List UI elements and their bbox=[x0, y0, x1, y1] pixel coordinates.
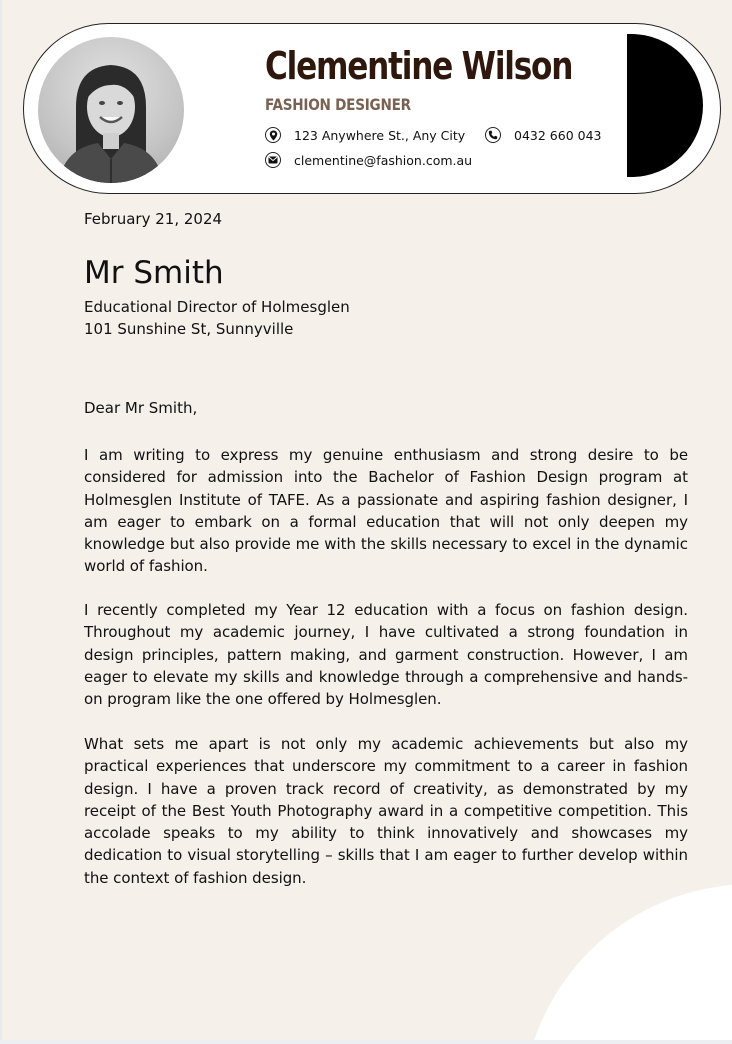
letter-paragraph: I recently completed my Year 12 education with a focus on fashion design. Throughout my academic journey, I have cultivated a strong foundation in design principles, pattern making, and garment construction. However, I am eager to elevate my skills and knowledge through a comprehensive and hands-on program like the one offered by Holmesglen. bbox=[84, 601, 688, 709]
letter-date: February 21, 2024 bbox=[84, 210, 223, 228]
contact-phone bbox=[485, 127, 601, 143]
candidate-name: Clementine Wilson bbox=[265, 44, 573, 88]
recipient-name: Mr Smith bbox=[84, 255, 224, 291]
address-text: 123 Anywhere St., Any City bbox=[294, 127, 466, 143]
recipient-address: 101 Sunshine St, Sunnyville bbox=[84, 320, 294, 338]
letter-paragraph: I am writing to express my genuine enthusiasm and strong desire to be considered for admission into the Bachelor of Fashion Design program at Holmesglen Institute of TAFE. As a passionate and aspiring fashion designer, I am eager to embark on a formal education that will not only deepen my knowledge but also provide me with the skills necessary to excel in the dynamic world of fashion. bbox=[84, 446, 688, 576]
recipient-title: Educational Director of Holmesglen bbox=[84, 298, 350, 316]
contact-email bbox=[265, 152, 472, 168]
phone-icon bbox=[485, 127, 501, 143]
candidate-role: FASHION DESIGNER bbox=[265, 95, 411, 114]
letter-greeting: Dear Mr Smith, bbox=[84, 399, 198, 417]
contact-address bbox=[265, 127, 465, 143]
phone-text: 0432 660 043 bbox=[514, 127, 602, 143]
envelope-icon bbox=[265, 152, 281, 168]
portrait-illustration bbox=[38, 37, 184, 183]
email-text: clementine@fashion.com.au bbox=[294, 152, 473, 168]
header-banner bbox=[23, 23, 721, 194]
letter-paragraph: What sets me apart is not only my academic achievements but also my practical experiences that underscore my commitment to a career in fashion design. I have a proven track record of creativity, as demonstrated by my receipt of the Best Youth Photography award in a competitive competition. This accolade speaks to my ability to think innovatively and showcases my dedication to visual storytelling – skills that I am eager to further develop within the context of fashion design. bbox=[84, 735, 688, 887]
profile-photo bbox=[38, 37, 184, 183]
decorative-half-disc bbox=[627, 34, 703, 177]
location-pin-icon bbox=[265, 127, 281, 143]
decorative-corner-arc bbox=[522, 884, 732, 1040]
